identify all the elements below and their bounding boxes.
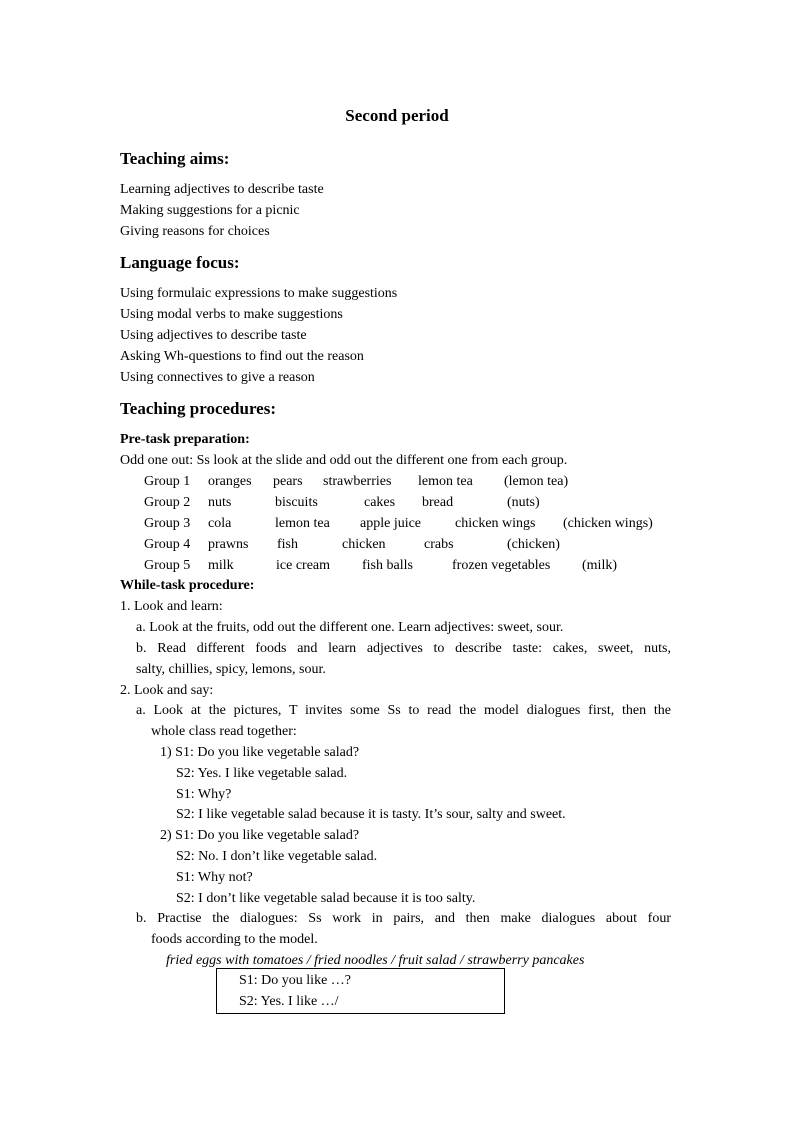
language-focus-heading: Language focus: xyxy=(120,253,240,272)
group-name: Group 5 xyxy=(144,558,191,573)
aims-item: Making suggestions for a picnic xyxy=(120,203,300,218)
look-learn-b-line2: salty, chillies, spicy, lemons, sour. xyxy=(136,662,326,677)
group-name: Group 4 xyxy=(144,537,191,552)
group-item: lemon tea xyxy=(418,474,473,489)
group-item: biscuits xyxy=(275,495,318,510)
group-item: ice cream xyxy=(276,558,331,573)
look-say-a-line2: whole class read together: xyxy=(151,724,297,739)
group-name: Group 2 xyxy=(144,495,191,510)
model-dialogue-box xyxy=(216,968,505,1014)
dialogue-line: S2: I like vegetable salad because it is tasty. It’s sour, salty and sweet. xyxy=(176,807,566,822)
group-item: crabs xyxy=(424,537,454,552)
group-item: cola xyxy=(208,516,232,531)
group-item: chicken wings xyxy=(455,516,536,531)
group-answer: (nuts) xyxy=(507,495,540,510)
look-say-heading: 2. Look and say: xyxy=(120,683,214,698)
teaching-procedures-heading: Teaching procedures: xyxy=(120,399,277,418)
group-answer: (chicken) xyxy=(507,537,560,552)
dialogue-line: S1: Why not? xyxy=(176,870,253,885)
aims-item: Learning adjectives to describe taste xyxy=(120,182,324,197)
group-item: frozen vegetables xyxy=(452,558,551,573)
group-item: prawns xyxy=(208,537,249,552)
foods-list-line: fried eggs with tomatoes / fried noodles / fruit salad / strawberry pancakes xyxy=(166,953,585,968)
focus-item: Using connectives to give a reason xyxy=(120,370,315,385)
look-learn-heading: 1. Look and learn: xyxy=(120,599,223,614)
look-say-b-line2: foods according to the model. xyxy=(151,932,318,947)
group-item: apple juice xyxy=(360,516,422,531)
pre-task-heading: Pre-task preparation: xyxy=(120,432,250,447)
model-line: S2: Yes. I like …/ xyxy=(239,994,339,1009)
focus-item: Using modal verbs to make suggestions xyxy=(120,307,343,322)
dialogue-line: S2: Yes. I like vegetable salad. xyxy=(176,766,348,781)
focus-item: Asking Wh-questions to find out the reason xyxy=(120,349,364,364)
model-line: S1: Do you like …? xyxy=(239,973,351,988)
focus-item: Using formulaic expressions to make suggestions xyxy=(120,286,398,301)
look-learn-a: a. Look at the fruits, odd out the different one. Learn adjectives: sweet, sour. xyxy=(136,620,564,635)
look-learn-b-line1: b. Read different foods and learn adjectives to describe taste: cakes, sweet, nuts, xyxy=(136,641,671,656)
page-title: Second period xyxy=(345,106,449,125)
group-item: oranges xyxy=(208,474,252,489)
dialogue-line: S2: I don’t like vegetable salad because it is too salty. xyxy=(176,891,476,906)
dialogue-line: S1: Why? xyxy=(176,787,232,802)
focus-item: Using adjectives to describe taste xyxy=(120,328,307,343)
aims-item: Giving reasons for choices xyxy=(120,224,270,239)
group-item: cakes xyxy=(364,495,396,510)
group-name: Group 1 xyxy=(144,474,191,489)
while-task-heading: While-task procedure: xyxy=(120,578,255,593)
dialogue-line: S2: No. I don’t like vegetable salad. xyxy=(176,849,378,864)
look-say-b-line1: b. Practise the dialogues: Ss work in pairs, and then make dialogues about four xyxy=(136,911,671,926)
group-item: lemon tea xyxy=(275,516,330,531)
group-item: nuts xyxy=(208,495,232,510)
group-answer: (chicken wings) xyxy=(563,516,653,531)
group-item: fish balls xyxy=(362,558,413,573)
group-item: milk xyxy=(208,558,234,573)
group-item: fish xyxy=(277,537,298,552)
group-item: strawberries xyxy=(323,474,392,489)
group-answer: (milk) xyxy=(582,558,617,573)
group-item: bread xyxy=(422,495,454,510)
dialogue-line: 1) S1: Do you like vegetable salad? xyxy=(160,745,360,760)
group-name: Group 3 xyxy=(144,516,191,531)
odd-one-out-intro: Odd one out: Ss look at the slide and odd out the different one from each group. xyxy=(120,453,568,468)
teaching-aims-heading: Teaching aims: xyxy=(120,149,230,168)
group-item: chicken xyxy=(342,537,386,552)
group-item: pears xyxy=(273,474,303,489)
look-say-a-line1: a. Look at the pictures, T invites some Ss to read the model dialogues first, then the xyxy=(136,703,671,718)
group-answer: (lemon tea) xyxy=(504,474,569,489)
dialogue-line: 2) S1: Do you like vegetable salad? xyxy=(160,828,360,843)
